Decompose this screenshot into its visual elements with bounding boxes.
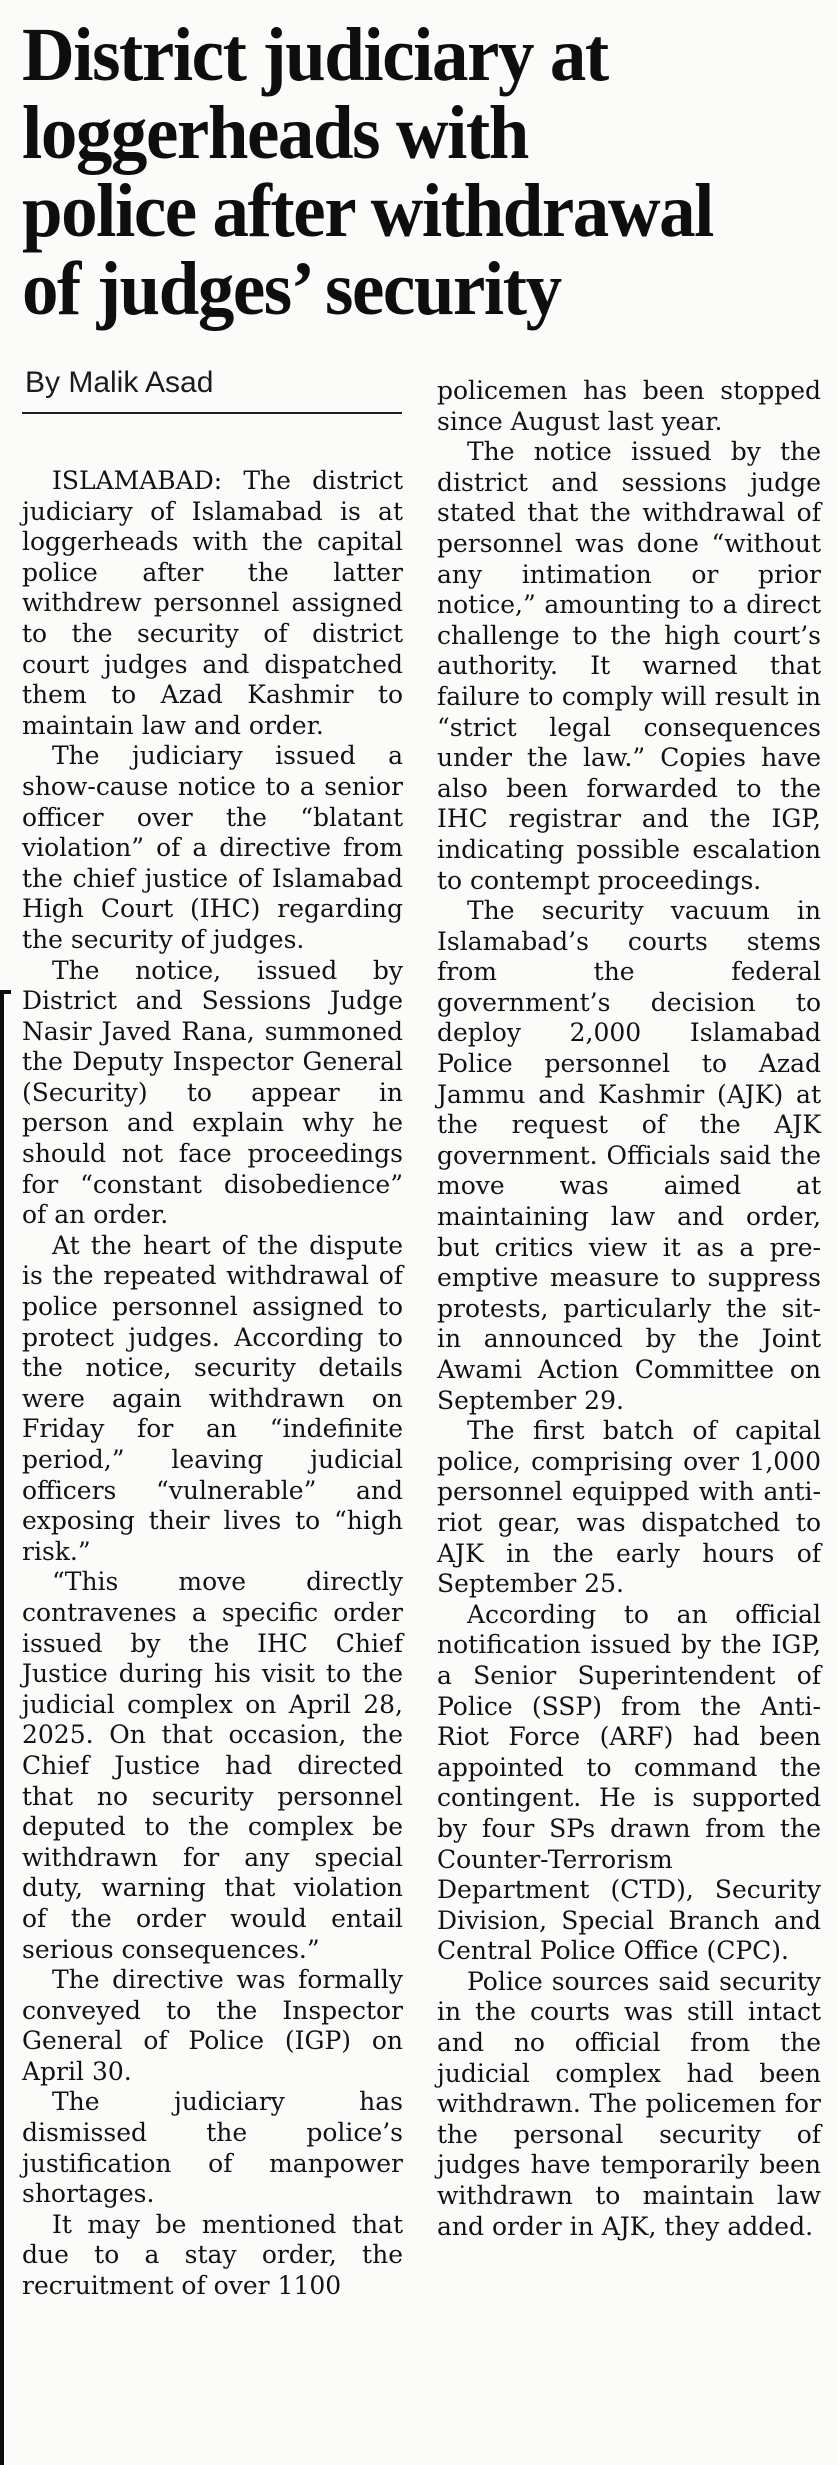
paragraph: The first batch of capital police, comprising over 1,000 personnel equipped with anti-riot gear, was dispatched to AJK in the early hours of September 25. — [437, 1416, 821, 1599]
paragraph: The judiciary has dismissed the police’s justification of manpower shortages. — [22, 2087, 403, 2209]
adjacent-article-border-corner — [0, 990, 11, 994]
article-headline — [22, 13, 804, 331]
paragraph: The security vacuum in Islamabad’s courts stems from the federal government’s decision to deploy 2,000 Islamabad Police personnel to Azad Jammu and Kashmir (AJK) at the request of the AJK government. Officials said the move was aimed at maintaining law and order, but critics view it as a pre-emptive measure to suppress protests, particularly the sit-in announced by the Joint Awami Action Committee on September 29. — [437, 896, 821, 1415]
adjacent-article-border-vertical — [0, 994, 4, 2465]
headline-line: of judges’ security — [22, 247, 561, 331]
paragraph: According to an official notification issued by the IGP, a Senior Superintendent of Police (SSP) from the Anti-Riot Force (ARF) had been appointed to command the contingent. He is supported by four SPs drawn from the Counter-Terrorism Department (CTD), Security Division, Special Branch and Central Police Office (CPC). — [437, 1599, 821, 1966]
article-column-right — [437, 376, 821, 2242]
paragraph: The notice, issued by District and Sessions Judge Nasir Javed Rana, summoned the Deputy Inspector General (Security) to appear in person and explain why he should not face proceedings for “constant disobedience” of an order. — [22, 955, 403, 1230]
paragraph: Police sources said security in the courts was still intact and no official from the judicial complex had been withdrawn. The policemen for the personal security of judges have temporarily been withdrawn to maintain law and order in AJK, they added. — [437, 1966, 821, 2241]
headline-line: loggerheads with — [22, 91, 528, 175]
byline-rule — [22, 412, 402, 414]
paragraph-continuation: policemen has been stopped since August last year. — [437, 376, 821, 436]
paragraph: The notice issued by the district and sessions judge stated that the withdrawal of personnel was done “without any intimation or prior notice,” amounting to a direct challenge to the high court’s authority. It warned that failure to comply will result in “strict legal consequences under the law.” Copies have also been forwarded to the IHC registrar and the IGP, indicating possible escalation to contempt proceedings. — [437, 437, 821, 895]
article-column-left — [22, 466, 403, 2302]
paragraph: The judiciary issued a show-cause notice to a senior officer over the “blatant violation” of a directive from the chief justice of Islamabad High Court (IHC) regarding the security of judges. — [22, 741, 403, 954]
headline-line: police after withdrawal — [22, 169, 713, 253]
paragraph: At the heart of the dispute is the repeated withdrawal of police personnel assigned to protect judges. According to the notice, security details were again withdrawn on Friday for an “indefinite period,” leaving judicial officers “vulnerable” and exposing their lives to “high risk.” — [22, 1230, 403, 1566]
headline-line: District judiciary at — [22, 13, 608, 97]
paragraph: It may be mentioned that due to a stay order, the recruitment of over 1100 — [22, 2209, 403, 2301]
paragraph: The directive was formally conveyed to the Inspector General of Police (IGP) on April 30. — [22, 1965, 403, 2086]
paragraph: ISLAMABAD: The district judiciary of Islamabad is at loggerheads with the capital police after the latter withdrew personnel assigned to the security of district court judges and dispatched them to Azad Kashmir to maintain law and order. — [22, 466, 403, 740]
paragraph: “This move directly contravenes a specific order issued by the IHC Chief Justice during his visit to the judicial complex on April 28, 2025. On that occasion, the Chief Justice had directed that no security personnel deputed to the complex be withdrawn for any special duty, warning that violation of the order would entail serious consequences.” — [22, 1567, 403, 1964]
byline: By Malik Asad — [25, 366, 214, 399]
